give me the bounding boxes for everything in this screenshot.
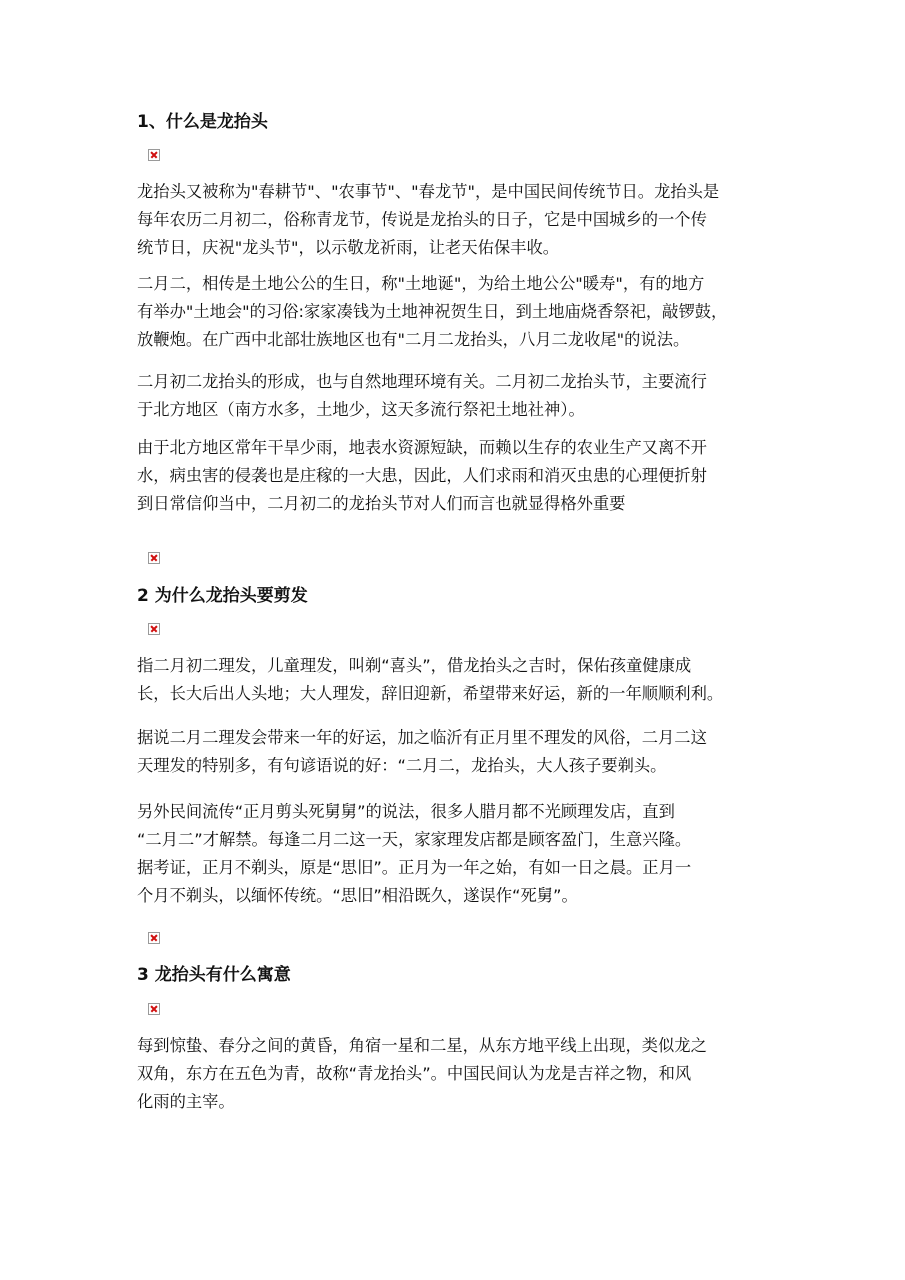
- section-3-title: 3 龙抬头有什么寓意: [137, 965, 291, 985]
- section-1-paragraph-4: 由于北方地区常年干旱少雨，地表水资源短缺，而赖以生存的农业生产又离不开 水，病虫害的侵袭也是庄稼的一大患，因此，人们求雨和消灭虫患的心理便折射 到日常信仰当中，二月初二的龙抬头节对人们而言也就显得格外重要: [137, 438, 707, 513]
- section-1-paragraph-1: 龙抬头又被称为"春耕节"、"农事节"、"春龙节"，是中国民间传统节日。龙抬头是 每年农历二月初二，俗称青龙节，传说是龙抬头的日子，它是中国城乡的一个传 统节日，庆祝"龙头节"，以示敬龙祈雨，让老天佑保丰收。: [137, 182, 720, 257]
- broken-image-icon: [148, 623, 160, 635]
- section-1-paragraph-2: 二月二，相传是土地公公的生日，称"土地诞"，为给土地公公"暖寿"，有的地方 有举办"土地会"的习俗:家家凑钱为土地神祝贺生日，到土地庙烧香祭祀，敲锣鼓， 放鞭炮。在广西中北部壮族地区也有"二月二龙抬头，八月二龙收尾"的说法。: [137, 274, 728, 349]
- broken-image-icon: [148, 932, 160, 944]
- section-3-paragraph-1: 每到惊蛰、春分之间的黄昏，角宿一星和二星，从东方地平线上出现，类似龙之 双角，东方在五色为青，故称“青龙抬头”。中国民间认为龙是吉祥之物，和风 化雨的主宰。: [137, 1036, 707, 1111]
- section-2-title: 2 为什么龙抬头要剪发: [137, 586, 308, 606]
- section-1-paragraph-3: 二月初二龙抬头的形成，也与自然地理环境有关。二月初二龙抬头节，主要流行 于北方地区（南方水多，土地少，这天多流行祭祀土地社神）。: [137, 372, 707, 419]
- broken-image-icon: [148, 552, 160, 564]
- broken-image-icon: [148, 1003, 160, 1015]
- section-1-title: 1、什么是龙抬头: [137, 112, 268, 132]
- section-2-paragraph-3: 另外民间流传“正月剪头死舅舅”的说法，很多人腊月都不光顾理发店，直到 “二月二”才解禁。每逢二月二这一天，家家理发店都是顾客盈门，生意兴隆。 据考证，正月不剃头，原是“思旧”。正月为一年之始，有如一日之晨。正月一 个月不剃头，以缅怀传统。“思旧”相沿既久，遂误作“死舅”。: [137, 802, 692, 905]
- section-2-paragraph-1: 指二月初二理发，儿童理发，叫剃“喜头”，借龙抬头之吉时，保佑孩童健康成 长，长大后出人头地；大人理发，辞旧迎新，希望带来好运，新的一年顺顺利利。: [137, 656, 724, 703]
- broken-image-icon: [148, 149, 160, 161]
- section-2-paragraph-2: 据说二月二理发会带来一年的好运，加之临沂有正月里不理发的风俗，二月二这 天理发的特别多，有句谚语说的好：“二月二，龙抬头，大人孩子要剃头。: [137, 728, 707, 775]
